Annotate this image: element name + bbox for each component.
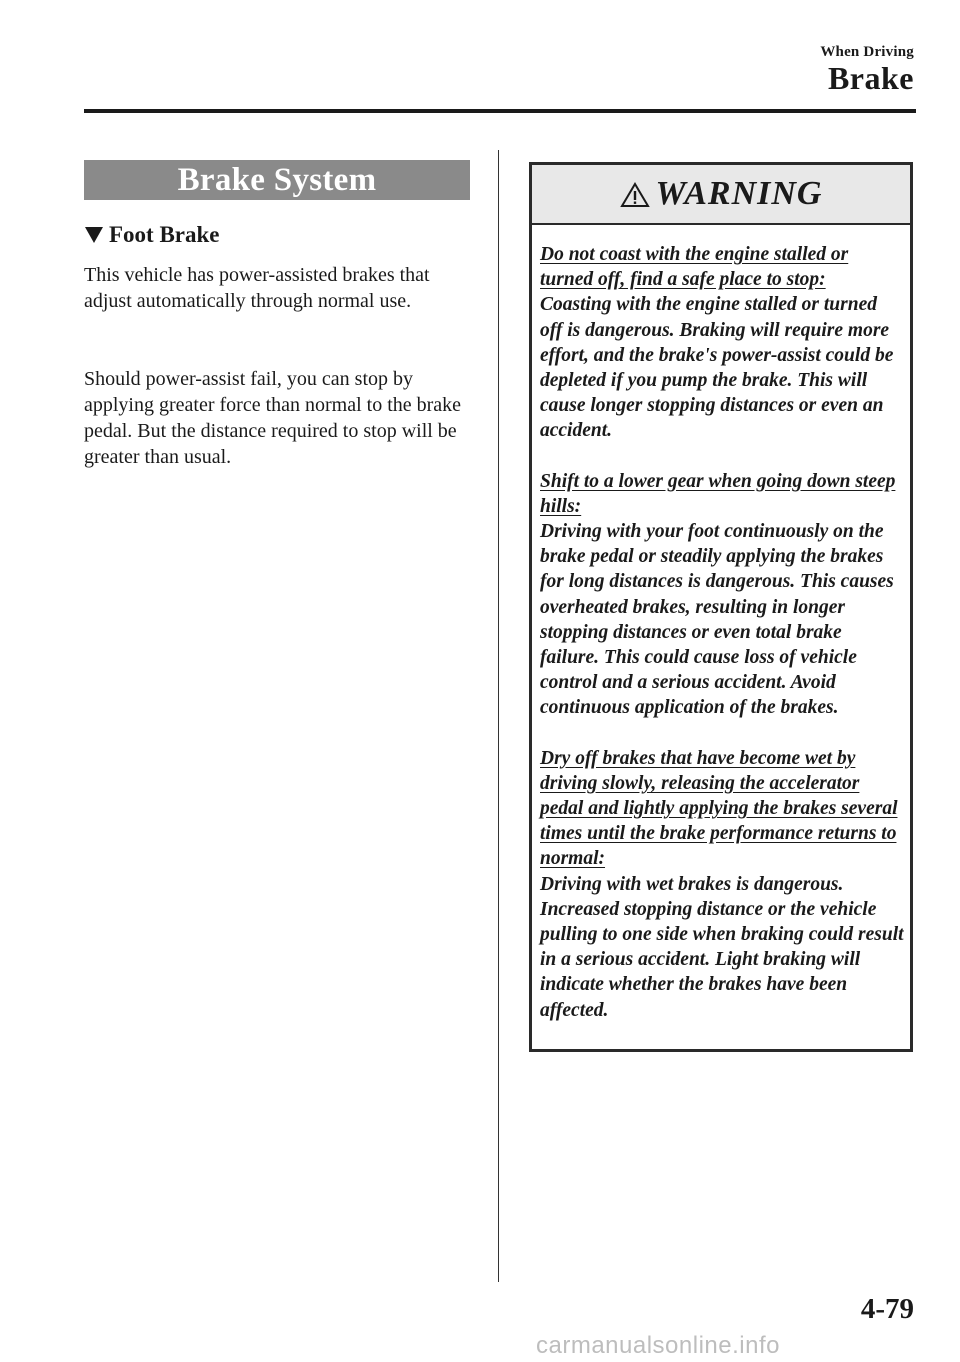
- foot-brake-heading-label: Foot Brake: [109, 222, 220, 247]
- header-rule: [84, 109, 916, 113]
- foot-brake-heading: [84, 222, 220, 248]
- triangle-down-icon: [84, 226, 104, 244]
- warning-item: [540, 746, 904, 1023]
- warning-item: [540, 469, 904, 721]
- warning-body: [532, 225, 910, 1023]
- warning-item-text: Driving with your foot continuously on the brake pedal or steadily applying the brakes for long distances is dangerous. This causes overheated brakes, resulting in longer stopping distances or even total brake failure. This could cause loss of vehicle control and a serious accident. Avoid continuous application of the brakes.: [540, 521, 894, 719]
- warning-item-heading: Shift to a lower gear when going down steep hills:: [540, 470, 896, 517]
- warning-title: WARNING: [655, 175, 823, 212]
- warning-icon: [620, 182, 650, 208]
- column-divider: [498, 150, 499, 1282]
- body-paragraph: Should power-assist fail, you can stop by applying greater force than normal to the brake pedal. But the distance required to stop will be greater than usual.: [84, 368, 462, 468]
- body-paragraph: This vehicle has power-assisted brakes that adjust automatically through normal use.: [84, 264, 430, 312]
- warning-box: [529, 162, 913, 1052]
- watermark: carmanualsonline.info: [536, 1332, 780, 1359]
- warning-item-heading: Dry off brakes that have become wet by driving slowly, releasing the accelerator pedal and lightly applying the brakes several times until the brake performance returns to normal:: [540, 747, 898, 870]
- warning-header: [532, 165, 910, 225]
- warning-item-heading: Do not coast with the engine stalled or turned off, find a safe place to stop:: [540, 244, 849, 291]
- warning-item-text: Driving with wet brakes is dangerous. Increased stopping distance or the vehicle pulling to one side when braking could result in a serious accident. Light braking will indicate whether the brakes have been affected.: [540, 873, 904, 1021]
- warning-item-text: Coasting with the engine stalled or turned off is dangerous. Braking will require more effort, and the brake's power-assist could be depleted if you pump the brake. This will cause longer stopping distances or even an accident.: [540, 294, 894, 442]
- header-title: Brake: [827, 60, 914, 96]
- page-number: 4-79: [860, 1293, 914, 1325]
- warning-item: [540, 242, 904, 444]
- header-chapter: When Driving: [820, 44, 914, 60]
- section-banner: Brake System: [84, 160, 470, 200]
